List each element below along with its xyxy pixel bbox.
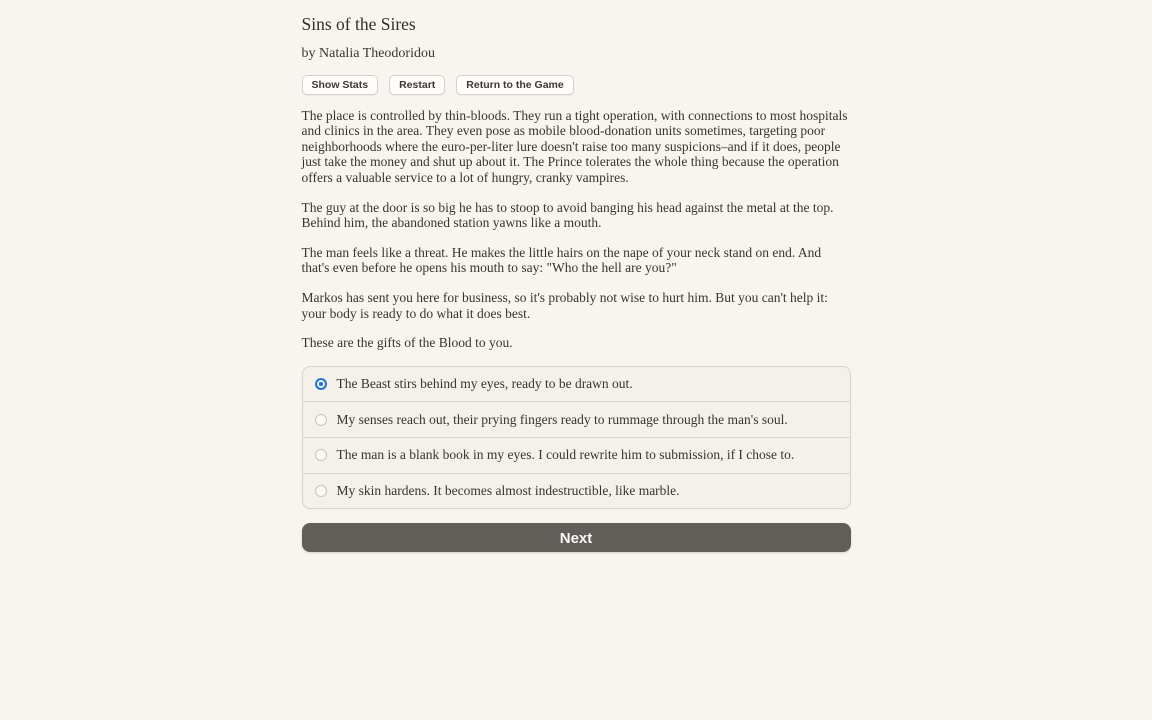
choice-option-label: My skin hardens. It becomes almost indestructible, like marble.	[336, 483, 680, 498]
story-paragraph-5: These are the gifts of the Blood to you.	[301, 335, 513, 351]
next-button[interactable]: Next	[302, 523, 851, 552]
choice-option-3[interactable]	[303, 437, 850, 473]
show-stats-button[interactable]: Show Stats	[302, 75, 379, 95]
page-title: Sins of the Sires	[301, 14, 416, 34]
choice-option-label: The Beast stirs behind my eyes, ready to be drawn out.	[336, 376, 633, 392]
byline: by Natalia Theodoridou	[301, 46, 435, 61]
story-paragraph-4: Markos has sent you here for business, so it's probably not wise to hurt him. But you can't help it: your body is ready to do what it does best.	[301, 289, 828, 321]
radio-button-icon[interactable]	[315, 485, 327, 497]
radio-button-icon[interactable]	[315, 449, 327, 461]
return-to-game-button[interactable]: Return to the Game	[456, 75, 573, 95]
toolbar	[302, 75, 851, 95]
story-paragraph-2: The guy at the door is so big he has to stoop to avoid banging his head against the metal at the top. Behind him, the abandoned station yawns like a mouth.	[301, 199, 834, 231]
story-paragraph-1: The place is controlled by thin-bloods. They run a tight operation, with connections to most hospitals and clinics in the area. They even pose as mobile blood-donation units sometimes, targeting poor neighborhoods where the euro-per-liter lure doesn't raise too many suspicions–and if it does, people just take the money and shut up about it. The Prince tolerates the whole thing because the operation offers a valuable service to a lot of hungry, cranky vampires.	[301, 107, 848, 185]
choice-option-label: My senses reach out, their prying fingers ready to rummage through the man's soul.	[336, 411, 788, 427]
game-content-column	[302, 0, 851, 552]
choice-option-label: The man is a blank book in my eyes. I could rewrite him to submission, if I chose to.	[336, 447, 795, 463]
choice-option-1[interactable]	[303, 367, 850, 402]
choice-option-4[interactable]	[303, 473, 850, 509]
radio-button-icon[interactable]	[315, 378, 327, 390]
radio-button-icon[interactable]	[315, 414, 327, 426]
choice-list	[302, 366, 851, 509]
choice-option-2[interactable]	[303, 401, 850, 437]
story-paragraph-3: The man feels like a threat. He makes the little hairs on the nape of your neck stand on end. And that's even before he opens his mouth to say: "Who the hell are you?"	[301, 244, 822, 276]
restart-button[interactable]: Restart	[389, 75, 445, 95]
